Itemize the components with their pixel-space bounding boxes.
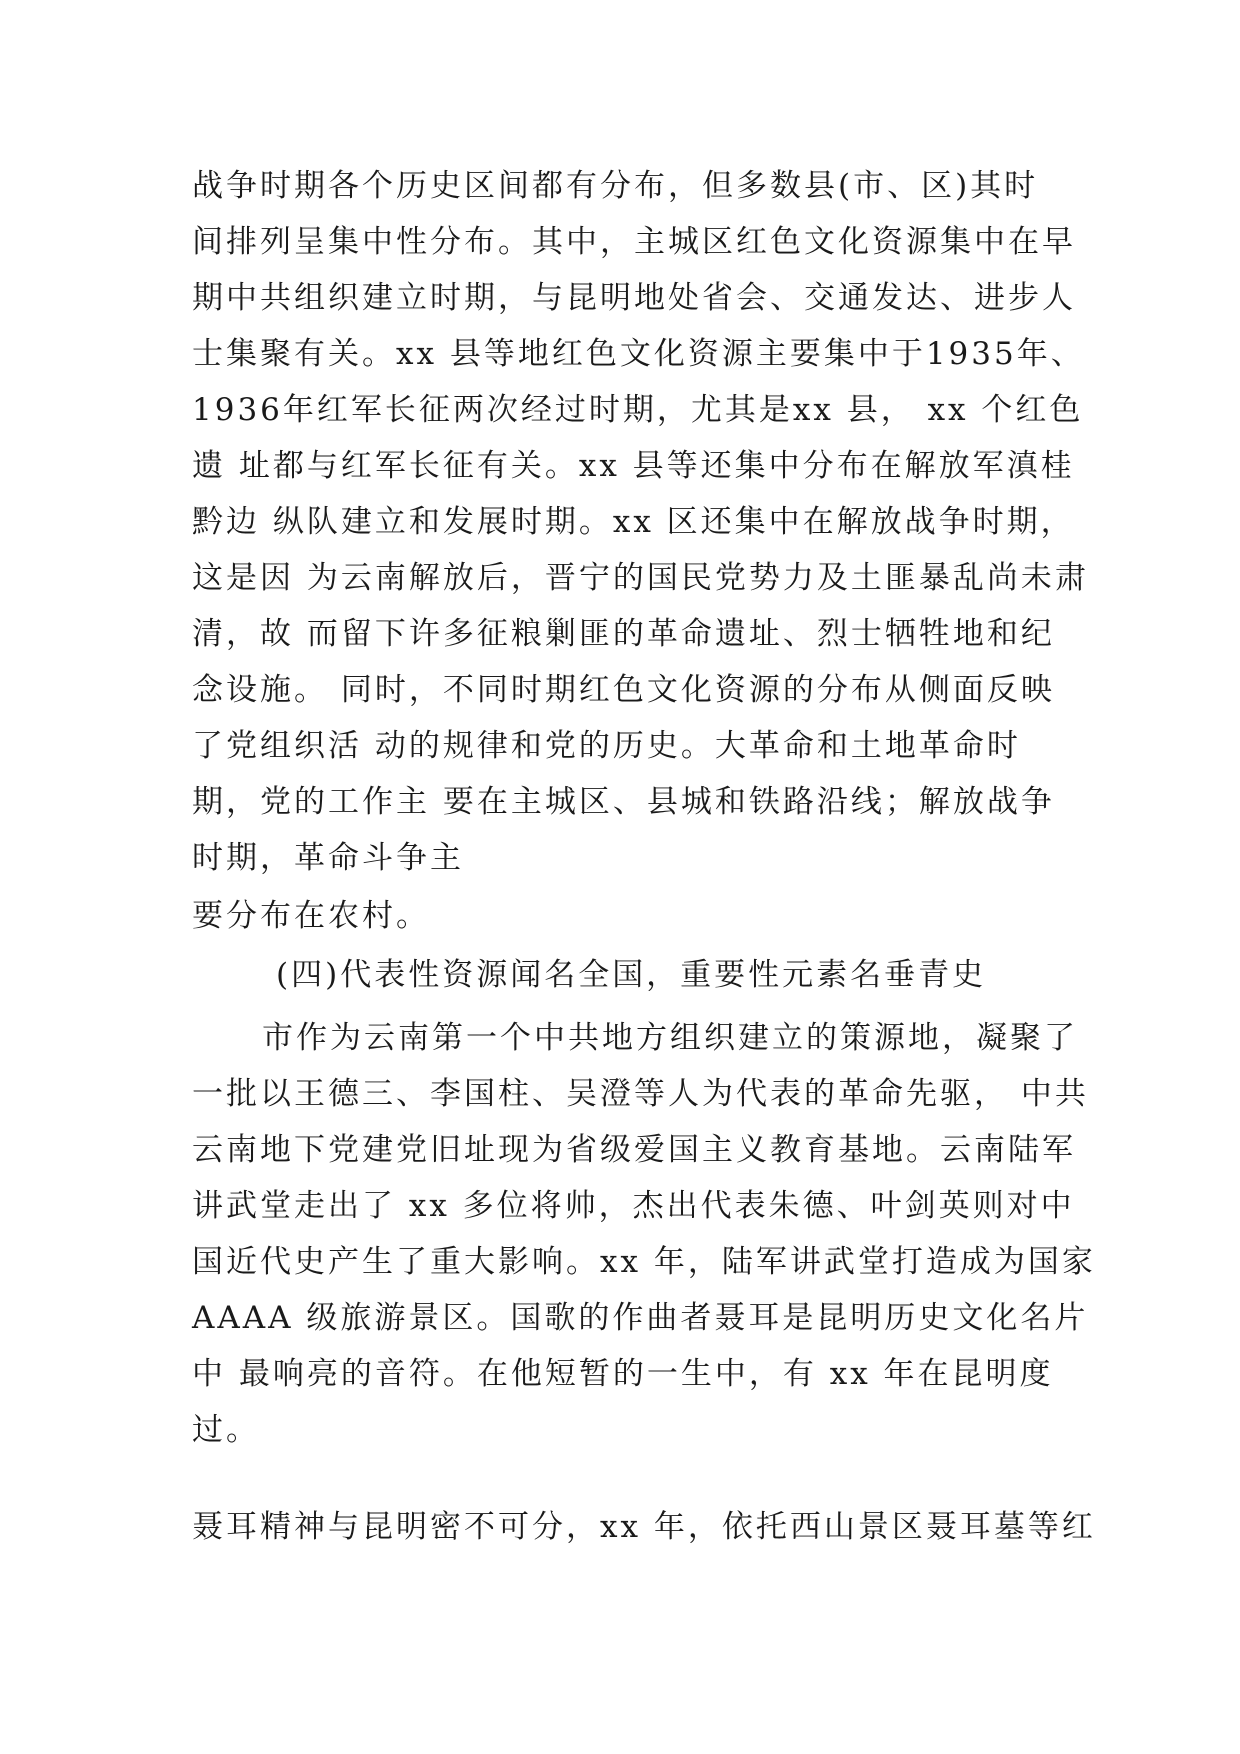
text-line: 一批以王德三、李国柱、吴澄等人为代表的革命先驱， 中共 — [192, 1076, 1089, 1112]
paragraph-distribution — [192, 158, 1089, 886]
text-line: 士集聚有关。xx 县等地红色文化资源主要集中于1935年、 — [192, 336, 1085, 372]
text-line: 期中共组织建立时期，与昆明地处省会、交通发达、进步人 — [192, 280, 1076, 316]
text-line: 国近代史产生了重大影响。xx 年，陆军讲武堂打造成为国家 — [192, 1244, 1096, 1280]
text-line: 中 最响亮的音符。在他短暂的一生中，有 xx 年在昆明度 — [192, 1356, 1054, 1392]
section-heading — [192, 947, 1072, 1003]
text-line: 时期，革命斗争主 — [192, 840, 464, 876]
text-line: 间排列呈集中性分布。其中，主城区红色文化资源集中在早 — [192, 224, 1076, 260]
text-line: 这是因 为云南解放后，晋宁的国民党势力及土匪暴乱尚未肃 — [192, 560, 1089, 596]
text-line: 云南地下党建党旧址现为省级爱国主义教育基地。云南陆军 — [192, 1132, 1076, 1168]
text-line: 过。 — [192, 1412, 260, 1448]
text-line: 聂耳精神与昆明密不可分，xx 年，依托西山景区聂耳墓等红 — [192, 1509, 1096, 1545]
text-line: 战争时期各个历史区间都有分布，但多数县(市、区)其时 — [192, 168, 1039, 204]
text-line: 念设施。 同时，不同时期红色文化资源的分布从侧面反映 — [192, 672, 1055, 708]
text-line: 市作为云南第一个中共地方组织建立的策源地，凝聚了 — [262, 1020, 1078, 1056]
text-line: 黔边 纵队建立和发展时期。xx 区还集中在解放战争时期， — [192, 504, 1075, 540]
text-line: 期，党的工作主 要在主城区、县城和铁路沿线；解放战争 — [192, 784, 1055, 820]
text-line: 清，故 而留下许多征粮剿匪的革命遗址、烈士牺牲地和纪 — [192, 616, 1055, 652]
paragraph-distribution-tail — [192, 888, 1072, 944]
paragraph-nie-er — [192, 1499, 1096, 1555]
paragraph-representative-resources — [192, 1010, 1096, 1458]
text-line: 讲武堂走出了 xx 多位将帅，杰出代表朱德、叶剑英则对中 — [192, 1188, 1075, 1224]
text-line: 了党组织活 动的规律和党的历史。大革命和土地革命时 — [192, 728, 1021, 764]
text-line: 要分布在农村。 — [192, 898, 430, 934]
text-line: 遗 址都与红军长征有关。xx 县等还集中分布在解放军滇桂 — [192, 448, 1075, 484]
section-heading-text: (四)代表性资源闻名全国，重要性元素名垂青史 — [276, 957, 987, 993]
text-line: 1936年红军长征两次经过时期，尤其是xx 县， xx 个红色 — [192, 392, 1084, 428]
text-line: AAAA 级旅游景区。国歌的作曲者聂耳是昆明历史文化名片 — [192, 1300, 1089, 1336]
